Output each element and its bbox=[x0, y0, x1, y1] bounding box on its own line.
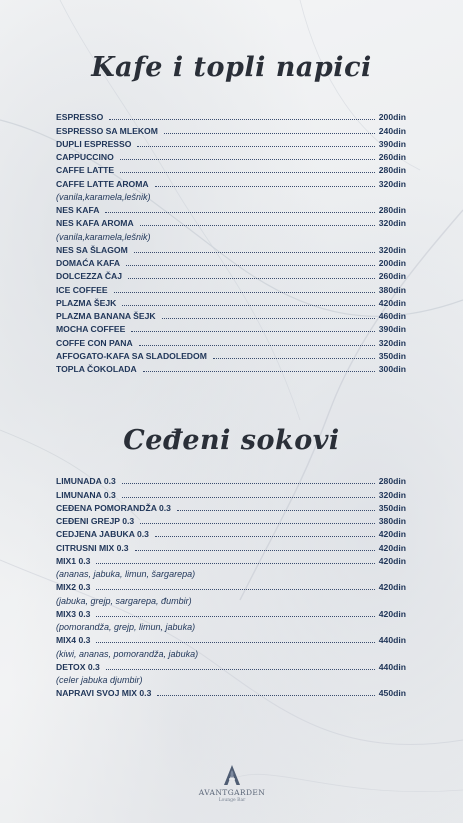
menu-item bbox=[56, 268, 406, 281]
menu-item-name: LIMUNANA 0.3 bbox=[56, 489, 116, 500]
menu-item-name: ICE COFFEE bbox=[56, 284, 108, 295]
menu-item-price: 280din bbox=[378, 476, 406, 487]
menu-item-name: DOLCEZZA ČAJ bbox=[56, 271, 123, 282]
menu-item bbox=[56, 295, 406, 308]
dot-leader bbox=[105, 212, 374, 213]
menu-item-price: 240din bbox=[378, 125, 406, 136]
menu-item-name: NES KAFA bbox=[56, 205, 100, 215]
menu-item bbox=[56, 500, 406, 513]
juice-menu-list bbox=[56, 473, 406, 698]
a-monogram-icon bbox=[220, 763, 244, 787]
menu-item-name: NES KAFA AROMA bbox=[56, 218, 134, 229]
menu-item-price: 320din bbox=[378, 178, 406, 189]
menu-item bbox=[56, 281, 406, 294]
menu-item-name: AFFOGATO-KAFA SA SLADOLEDOM bbox=[56, 350, 207, 361]
menu-item-name: CAFFE LATTE bbox=[56, 165, 115, 176]
menu-item-note: (vanila,karamela,lešnik) bbox=[56, 191, 151, 202]
menu-item-name: COFFE CON PANA bbox=[56, 337, 133, 348]
dot-leader bbox=[128, 278, 375, 279]
menu-item-name: LIMUNADA 0.3 bbox=[56, 476, 116, 487]
menu-item-price: 440din bbox=[378, 635, 406, 646]
menu-item-price: 320din bbox=[378, 218, 406, 229]
menu-item-price: 420din bbox=[378, 529, 406, 540]
dot-leader bbox=[157, 695, 374, 696]
menu-item-price: 420din bbox=[378, 582, 406, 593]
menu-item-name: MIX1 0.3 bbox=[56, 555, 91, 566]
menu-item-price: 390din bbox=[378, 138, 406, 149]
menu-item-name: ESPRESSO SA MLEKOM bbox=[56, 125, 158, 136]
menu-item-name: DUPLI ESPRESSO bbox=[56, 138, 132, 149]
menu-item-price: 280din bbox=[378, 165, 406, 176]
menu-item-price: 460din bbox=[378, 311, 406, 321]
menu-item-name: MIX2 0.3 bbox=[56, 582, 91, 593]
menu-item bbox=[56, 526, 406, 539]
menu-item-price: 260din bbox=[378, 271, 406, 282]
menu-item-price: 380din bbox=[378, 284, 406, 295]
menu-item-note: (jabuka, grejp, sargarepa, đumbir) bbox=[56, 595, 192, 606]
menu-item bbox=[56, 109, 406, 122]
menu-item-price: 350din bbox=[378, 350, 406, 361]
menu-item bbox=[56, 321, 406, 334]
menu-item-name: MOCHA COFFEE bbox=[56, 324, 126, 335]
menu-item bbox=[56, 202, 406, 215]
menu-item-price: 420din bbox=[378, 542, 406, 553]
menu-item bbox=[56, 513, 406, 526]
brand-name: AVANTGARDEN bbox=[198, 788, 266, 797]
dot-leader bbox=[120, 172, 375, 173]
menu-item-name: DOMAĆA KAFA bbox=[56, 258, 121, 268]
menu-item bbox=[56, 334, 406, 347]
juice-section-title: Ceđeni sokovi bbox=[123, 425, 340, 456]
dot-leader bbox=[122, 305, 374, 306]
dot-leader bbox=[140, 523, 375, 524]
dot-leader bbox=[140, 225, 375, 226]
menu-item-name: MIX3 0.3 bbox=[56, 608, 91, 619]
menu-item-name: CEDJENA JABUKA 0.3 bbox=[56, 529, 149, 540]
menu-item bbox=[56, 685, 406, 698]
menu-item-name: TOPLA ČOKOLADA bbox=[56, 364, 137, 374]
menu-item bbox=[56, 255, 406, 268]
menu-item-name: DETOX 0.3 bbox=[56, 661, 100, 672]
menu-item-name: NES SA ŠLAGOM bbox=[56, 244, 128, 255]
menu-item bbox=[56, 579, 406, 592]
menu-item-price: 420din bbox=[378, 555, 406, 566]
menu-item-price: 280din bbox=[378, 205, 406, 215]
menu-item bbox=[56, 149, 406, 162]
menu-item-price: 320din bbox=[378, 337, 406, 348]
dot-leader bbox=[109, 119, 374, 120]
dot-leader bbox=[177, 510, 375, 511]
dot-leader bbox=[143, 371, 375, 372]
menu-item bbox=[56, 136, 406, 149]
dot-leader bbox=[213, 358, 375, 359]
menu-item-note: (ananas, jabuka, limun, šargarepa) bbox=[56, 569, 196, 579]
dot-leader bbox=[96, 563, 374, 564]
brand-logo bbox=[190, 763, 274, 803]
dot-leader bbox=[96, 642, 374, 643]
dot-leader bbox=[164, 133, 375, 134]
menu-item-name: ESPRESSO bbox=[56, 112, 104, 123]
menu-item-price: 390din bbox=[378, 324, 406, 335]
menu-item bbox=[56, 361, 406, 374]
menu-item-note: (kiwi, ananas, pomorandža, jabuka) bbox=[56, 648, 199, 659]
menu-item bbox=[56, 215, 406, 228]
menu-item-name: PLAZMA BANANA ŠEJK bbox=[56, 311, 156, 321]
menu-item-name: CITRUSNI MIX 0.3 bbox=[56, 542, 129, 553]
menu-item-price: 200din bbox=[378, 112, 406, 123]
menu-item bbox=[56, 308, 406, 321]
menu-item-name: CEĐENI GREJP 0.3 bbox=[56, 516, 135, 526]
dot-leader bbox=[96, 616, 374, 617]
menu-item bbox=[56, 539, 406, 552]
menu-item-price: 320din bbox=[378, 244, 406, 255]
brand-subtitle: Lounge Bar bbox=[218, 798, 246, 803]
dot-leader bbox=[126, 265, 375, 266]
menu-item bbox=[56, 553, 406, 566]
menu-item-name: CAFFE LATTE AROMA bbox=[56, 178, 149, 189]
dot-leader bbox=[134, 252, 375, 253]
dot-leader bbox=[162, 318, 375, 319]
menu-item-price: 440din bbox=[378, 661, 406, 672]
menu-item bbox=[56, 162, 406, 175]
dot-leader bbox=[139, 345, 375, 346]
dot-leader bbox=[96, 589, 374, 590]
dot-leader bbox=[114, 292, 375, 293]
menu-item-name: CEĐENA POMORANDŽA 0.3 bbox=[56, 502, 171, 513]
menu-item bbox=[56, 659, 406, 672]
menu-item bbox=[56, 486, 406, 499]
menu-item bbox=[56, 606, 406, 619]
menu-item-name: PLAZMA ŠEJK bbox=[56, 297, 117, 308]
menu-item bbox=[56, 348, 406, 361]
menu-item-price: 420din bbox=[378, 608, 406, 619]
menu-item bbox=[56, 175, 406, 188]
menu-item-price: 300din bbox=[378, 364, 406, 374]
dot-leader bbox=[137, 146, 374, 147]
menu-item-name: CAPPUCCINO bbox=[56, 152, 114, 162]
dot-leader bbox=[131, 331, 374, 332]
dot-leader bbox=[122, 497, 375, 498]
menu-item-price: 200din bbox=[378, 258, 406, 268]
menu-item bbox=[56, 473, 406, 486]
menu-item-note: (pomorandža, grejp, limun, jabuka) bbox=[56, 622, 196, 632]
dot-leader bbox=[106, 669, 375, 670]
menu-item bbox=[56, 122, 406, 135]
dot-leader bbox=[135, 550, 375, 551]
menu-item bbox=[56, 242, 406, 255]
coffee-section-title: Kafe i topli napici bbox=[91, 52, 372, 83]
menu-item-price: 260din bbox=[378, 152, 406, 162]
dot-leader bbox=[155, 186, 375, 187]
menu-item-price: 420din bbox=[378, 297, 406, 308]
menu-item-name: MIX4 0.3 bbox=[56, 635, 91, 646]
menu-item bbox=[56, 632, 406, 645]
menu-item-price: 320din bbox=[378, 489, 406, 500]
dot-leader bbox=[122, 483, 375, 484]
menu-item-note: (celer jabuka djumbir) bbox=[56, 675, 143, 685]
menu-item-note: (vanila,karamela,lešnik) bbox=[56, 231, 151, 242]
coffee-menu-list bbox=[56, 109, 406, 374]
menu-item-price: 380din bbox=[378, 516, 406, 526]
dot-leader bbox=[155, 536, 375, 537]
dot-leader bbox=[120, 159, 375, 160]
menu-item-name: NAPRAVI SVOJ MIX 0.3 bbox=[56, 688, 152, 699]
menu-item-price: 450din bbox=[378, 688, 406, 699]
menu-item-price: 350din bbox=[378, 502, 406, 513]
